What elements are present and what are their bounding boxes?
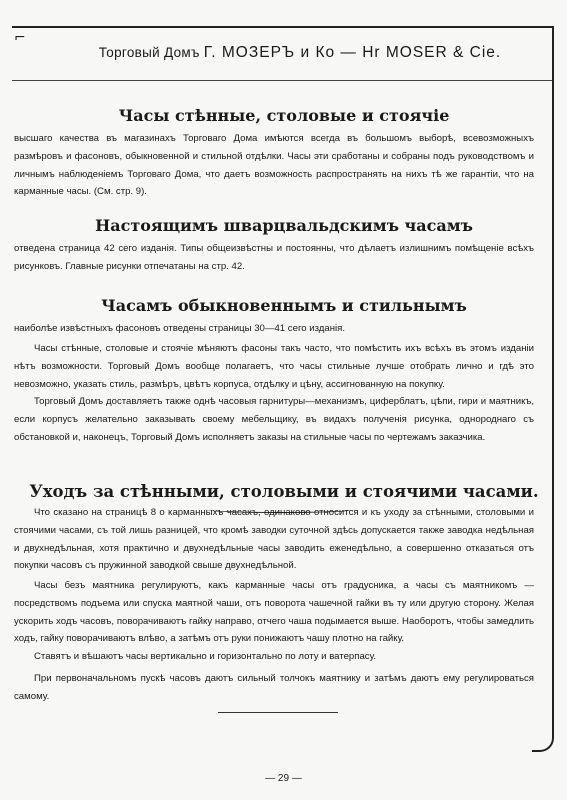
corner-mark: ⌐: [14, 30, 26, 46]
section-title-3: Часамъ обыкновеннымъ и стильнымъ: [101, 296, 467, 315]
section-4-paragraph-3: Ставятъ и вѣшаютъ часы вертикально и горизонтально по лоту и ватерпасу.: [34, 651, 377, 662]
section-4-paragraph-4: При первоначальномъ пускѣ часовъ даютъ сильный толчокъ маятнику и затѣмъ даютъ ему регулироваться самому.: [14, 673, 534, 702]
section-4-paragraph-2: Часы безъ маятника регулируютъ, какъ карманные часы отъ градусника, а часы съ маятникомъ — посредствомъ подъема или спуска маятной чаши, отъ поворота чашечной гайки въ ту или другую сторону. Желая ускорить ходъ часовъ, поворачиваютъ гайку направо, отчего чаша подымается выше. Наоборотъ, чтобы замедлить ходъ, гайку поворачиваютъ влѣво, а затѣмъ отъ руки понижаютъ чашу плотно на гайку.: [14, 580, 534, 645]
header-firm: Г. МОЗЕРЪ и Ко — Нr MOSER & Cie.: [203, 44, 502, 61]
section-3-paragraph-2: Часы стѣнные, столовые и стоячіе мѣняютъ фасоны такъ часто, что помѣстить ихъ всѣхъ въ этомъ изданіи нѣтъ возможности. Торговый Домъ вообще полагаетъ, что часы стильные лучше отобрать лично и гдѣ это невозможно, указать стиль, размѣръ, цвѣтъ корпуса, отдѣлку и цѣну, ассигнованную на покупку.: [14, 343, 534, 390]
section-3-paragraph-1: наиболѣе извѣстныхъ фасоновъ отведены страницы 30—41 сего изданія.: [14, 323, 346, 334]
section-title-4: Уходъ за стѣнными, столовыми и стоячими часами.: [29, 482, 539, 501]
header-left: Торговый Домъ: [98, 45, 200, 60]
page-frame-hook: [532, 726, 554, 752]
section-title-2: Настоящимъ шварцвальдскимъ часамъ: [95, 216, 473, 235]
page-header: [80, 44, 520, 62]
page-frame-right: [552, 26, 554, 726]
page-number: — 29 —: [265, 773, 302, 784]
section-2-paragraph-1: отведена страница 42 сего изданія. Типы общеизвѣстны и постоянны, что дѣлаетъ излишнимъ помѣщеніе всѣхъ рисунковъ. Главные рисунки отпечатаны на стр. 42.: [14, 243, 534, 272]
header-rule: [12, 80, 552, 81]
section-1-paragraph-1: высшаго качества въ магазинахъ Торговаго Дома имѣются всегда въ большомъ выборѣ, всевозможныхъ размѣровъ и фасоновъ, обыкновенной и стильной отдѣлки. Часы эти сработаны и собраны подъ руководствомъ и личнымъ наблюденіемъ Торговаго Дома, что даетъ возможность распространять на нихъ тѣ же гарантіи, что на карманные часы. (См. стр. 9).: [14, 133, 534, 198]
section-title-1: Часы стѣнные, столовые и стоячіе: [118, 106, 450, 125]
section-4-paragraph-1: Что сказано на страницѣ 8 о карманныхъ часахъ, одинаково относится и къ уходу за стѣнными, столовыми и стоячими часами, съ той лишь разницей, что кромѣ заводки суточной здѣсь допускается также заводка недѣльная и двухнедѣльная, хотя практично и двухнедѣльные часы заводить еженедѣльно, а совершенно отказаться отъ покупки часовъ съ пружинной заводкой свыше двухнедѣльной.: [14, 507, 534, 572]
bottom-rule: [218, 712, 338, 713]
section-3-paragraph-3: Торговый Домъ доставляетъ также однѣ часовыя гарнитуры—механизмъ, циферблатъ, цѣпи, гири и маятникъ, если корпусъ желательно заказывать своему мебельщику, въ видахъ полученія рисунка, однороднаго съ обстановкой и, наконецъ, Торговый Домъ исполняетъ заказы на стильные часы по чертежамъ заказчика.: [14, 396, 534, 443]
